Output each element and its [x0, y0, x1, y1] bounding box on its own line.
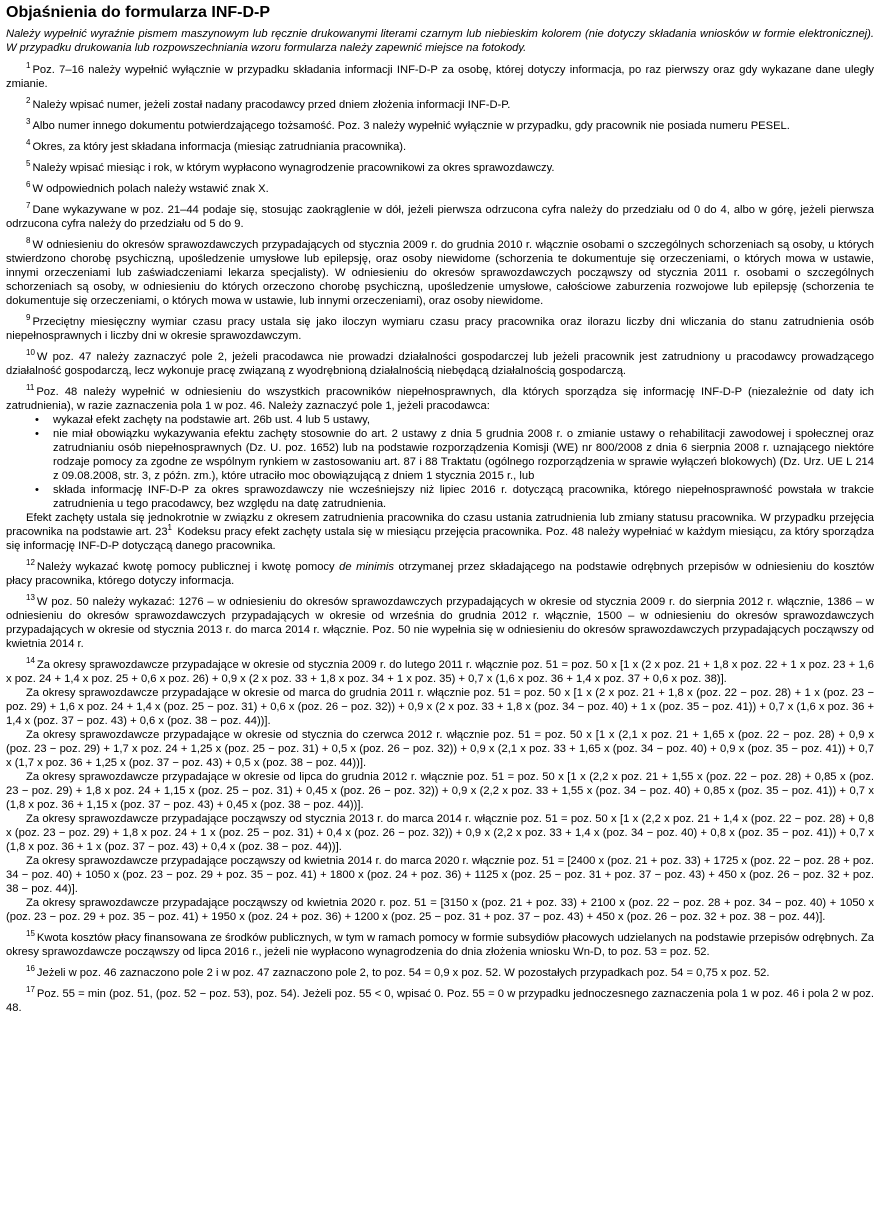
footnote-number: 13	[26, 593, 35, 603]
footnote-text: Poz. 48 należy wypełnić w odniesieniu do wszystkich pracowników niepełnosprawnych, dla których sporządza się informację INF-D-P (niezależnie od daty ich zatrudnienia), w razie zaznaczenia pola 1 w poz. 46. Należy zaznaczyć pole 1, jeżeli pracodawca:	[6, 386, 874, 412]
footnote-text: Przeciętny miesięczny wymiar czasu pracy ustala się jako iloczyn wymiaru czasu pracy pracownika oraz ilorazu liczby dni wliczania do stanu zatrudnienia osób niepełnosprawnych i liczby dni w okresie sprawozdawczym.	[6, 316, 874, 342]
footnote-15	[6, 931, 874, 959]
footnote-text: otrzymanej przez składającego na podstawie odrębnych przepisów w odniesieniu do kosztów płacy pracownika, którego dotyczy informacja.	[6, 561, 874, 587]
footnote-4	[6, 140, 874, 154]
footnote-3	[6, 119, 874, 133]
page-title: Objaśnienia do formularza INF-D-P	[6, 4, 271, 21]
footnote-12	[6, 560, 874, 588]
formula-paragraph: Za okresy sprawozdawcze przypadające w okresie od marca do grudnia 2011 r. włącznie poz. 51 = poz. 50 x [1 x (2 x poz. 21 + 1,8 x (poz. 22 − poz. 28) + 1 x (poz. 23 − poz. 29) + 1,6 x poz. 24 + 1,4 x (poz. 25 − poz. 31) + 0,6 x (poz. 26 − poz. 32)) + 0,9 x (2 x poz. 33 + 1,8 x (poz. 34 − poz. 40) + 1 x (poz. 35 − poz. 41)) + 0,7 x (1,6 x poz. 36 + 1,4 x (poz. 37 − poz. 43) + 0,6 x (poz. 38 − poz. 44))].	[6, 687, 874, 727]
footnote-5	[6, 161, 874, 175]
footnote-number: 12	[26, 558, 35, 568]
footnote-11	[6, 385, 874, 553]
footnote-number: 6	[26, 180, 31, 190]
footnote-text: Okres, za który jest składana informacja (miesiąc zatrudniania pracownika).	[32, 141, 407, 153]
footnote-10	[6, 350, 874, 378]
footnote-number: 8	[26, 236, 31, 246]
formula-paragraph: Za okresy sprawozdawcze przypadające począwszy od kwietnia 2020 r. poz. 51 = [3150 x (poz. 21 + poz. 33) + 2100 x (poz. 22 − poz. 28 + poz. 34 − poz. 40) + 1050 x (poz. 23 − poz. 29 + poz. 35 − poz. 41) + 1950 x (poz. 24 + poz. 36) + 1200 x (poz. 25 − poz. 31 + poz. 37 − poz. 43) + 450 x (poz. 26 − poz. 32 + poz. 38 − poz. 44)].	[6, 897, 874, 923]
article-superscript: 1	[167, 523, 172, 533]
footnote-text: W poz. 50 należy wykazać: 1276 – w odniesieniu do okresów sprawozdawczych przypadających w okresie od stycznia 2009 r. do sierpnia 2012 r. włącznie, 1386 – w odniesieniu do okresów sprawozdawczych przypadających w okresie od września do grudnia 2012 r. włącznie, 1500 – w odniesieniu do okresów sprawozdawczych przypadających w okresie od stycznia 2013 r. do marca 2014 r. włącznie. Poz. 50 nie wypełnia się w odniesieniu do okresów sprawozdawczych przypadających począwszy od kwietnia 2014 r.	[6, 596, 874, 650]
footnote-text: Albo numer innego dokumentu potwierdzającego tożsamość. Poz. 3 należy wypełnić wyłącznie w przypadku, gdy pracownik nie posiada numeru PESEL.	[32, 120, 790, 132]
italic-term: de minimis	[339, 561, 395, 573]
footnote-number: 3	[26, 117, 31, 127]
footnote-text: Dane wykazywane w poz. 21–44 podaje się, stosując zaokrąglenie w dół, jeżeli pierwsza odrzucona cyfra należy do przedziału od 0 do 4, albo w górę, jeżeli pierwsza odrzucona cyfra należy do przedziału od 5 do 9.	[6, 204, 874, 230]
footnote-9	[6, 315, 874, 343]
footnote-number: 10	[26, 348, 35, 358]
footnote-2	[6, 98, 874, 112]
bullet-list	[6, 413, 874, 511]
footnote-13	[6, 595, 874, 651]
footnote-number: 2	[26, 96, 31, 106]
footnote-6	[6, 182, 874, 196]
footnote-text: Należy wpisać numer, jeżeli został nadany pracodawcy przed dniem złożenia informacji INF-D-P.	[32, 99, 511, 111]
footnote-number: 7	[26, 201, 31, 211]
formula-paragraph: Za okresy sprawozdawcze przypadające w okresie od lipca do grudnia 2012 r. włącznie poz. 51 = poz. 50 x [1 x (2,2 x poz. 21 + 1,55 x (poz. 22 − poz. 28) + 0,85 x (poz. 23 − poz. 29) + 1,8 x poz. 24 + 1,15 x (poz. 25 − poz. 31) + 0,45 x (poz. 26 − poz. 32)) + 0,9 x (2,2 x poz. 33 + 1,55 x (poz. 34 − poz. 40) + 0,85 x (poz. 35 − poz. 41)) + 0,7 x (1,8 x poz. 36 + 1,15 x (poz. 37 − poz. 43) + 0,45 x (poz. 38 − poz. 44))].	[6, 771, 874, 811]
footnote-number: 14	[26, 656, 35, 666]
intro-paragraph: Należy wypełnić wyraźnie pismem maszynowym lub ręcznie drukowanymi literami czarnym lub niebieskim kolorem (nie dotyczy składania wniosków w formie elektronicznej). W przypadku drukowania lub rozpowszechniania wzoru formularza należy zapewnić miejsce na fotokody.	[6, 28, 874, 54]
footnote-number: 4	[26, 138, 31, 148]
footnote-number: 15	[26, 929, 35, 939]
footnote-text: W odniesieniu do okresów sprawozdawczych przypadających od stycznia 2009 r. do grudnia 2010 r. włącznie osobami o szczególnych schorzeniach są osoby, u których stwierdzono chorobę psychiczną, upośledzenie umysłowe lub epilepsję, oraz osoby niewidome (schorzenia te dokumentuje się orzeczeniami, o których mowa w ustawie, innymi orzeczeniami lub zaświadczeniami lekarza specjalisty). W odniesieniu do okresów sprawozdawczych począwszy od stycznia 2011 r. osobami o szczególnych schorzeniach są osoby, w odniesieniu do których orzeczono chorobę psychiczną, upośledzenie umysłowe, całościowe zaburzenia rozwojowe lub epilepsję (schorzenia te dokumentuje się orzeczeniami, o których mowa w ustawie, lub innymi orzeczeniami), oraz osoby niewidome.	[6, 239, 874, 307]
footnote-number: 11	[26, 383, 35, 393]
footnote-text: Kwota kosztów płacy finansowana ze środków publicznych, w tym w ramach pomocy w formie subsydiów płacowych udzielanych na podstawie przepisów odrębnych. Za okresy sprawozdawcze począwszy od lipca 2016 r., jeżeli nie wypłacono wynagrodzenia do dnia złożenia wniosku Wn-D, to poz. 53 = poz. 52.	[6, 932, 874, 958]
footnote-7	[6, 203, 874, 231]
footnote-text: Jeżeli w poz. 46 zaznaczono pole 2 i w poz. 47 zaznaczono pole 2, to poz. 54 = 0,9 x poz. 52. W pozostałych przypadkach poz. 54 = 0,75 x poz. 52.	[36, 967, 770, 979]
footnote-1	[6, 63, 874, 91]
footnote-17	[6, 987, 874, 1015]
formula-paragraph: Za okresy sprawozdawcze przypadające począwszy od stycznia 2013 r. do marca 2014 r. włącznie poz. 51 = poz. 50 x [1 x (2,2 x poz. 21 + 1,4 x (poz. 22 − poz. 28) + 0,8 x (poz. 23 − poz. 29) + 1,8 x poz. 24 + 1 x (poz. 25 − poz. 31) + 0,4 x (poz. 26 − poz. 32)) + 0,9 x (2,2 x poz. 33 + 1,4 x (poz. 34 − poz. 40) + 0,8 x (poz. 35 − poz. 41)) + 0,7 x (1,8 x poz. 36 + 1 x (poz. 37 − poz. 43) + 0,4 x (poz. 38 − poz. 44))].	[6, 813, 874, 853]
footnote-text: Należy wykazać kwotę pomocy publicznej i kwotę pomocy	[36, 561, 340, 573]
footnote-text: Należy wpisać miesiąc i rok, w którym wypłacono wynagrodzenie pracownikowi za okres sprawozdawczy.	[32, 162, 555, 174]
footnote-text: W odpowiednich polach należy wstawić znak X.	[32, 183, 269, 195]
footnote-number: 1	[26, 61, 31, 71]
footnote-number: 16	[26, 964, 35, 974]
footnote-text: Efekt zachęty ustala się jednokrotnie w związku z okresem zatrudnienia pracownika do czasu ustania zatrudnienia lub zmiany statusu pracownika. W przypadku przejęcia pracownika na podstawie art. 23	[6, 512, 874, 538]
list-item: • wykazał efekt zachęty na podstawie art. 26b ust. 4 lub 5 ustawy,	[53, 413, 874, 427]
footnote-number: 17	[26, 985, 35, 995]
footnote-8	[6, 238, 874, 308]
footnote-text: Za okresy sprawozdawcze przypadające w okresie od stycznia 2009 r. do lutego 2011 r. włącznie poz. 51 = poz. 50 x [1 x (2 x poz. 21 + 1,8 x poz. 22 + 1 x poz. 23 + 1,6 x poz. 24 + 1,4 x poz. 25 + 0,6 x poz. 26) + 0,9 x (2 x poz. 33 + 1,8 x poz. 34 + 1 x poz. 35) + 0,7 x (1,6 x poz. 36 + 1,4 x poz. 37 + 0,6 x poz. 38)].	[6, 659, 874, 685]
footnote-16	[6, 966, 874, 980]
list-item: • składa informację INF-D-P za okres sprawozdawczy nie wcześniejszy niż lipiec 2016 r. dotyczącą pracownika, którego niepełnosprawność powstała w trakcie zatrudnienia u tego pracodawcy, bez względu na datę zatrudnienia.	[53, 483, 874, 511]
footnote-text: Poz. 7–16 należy wypełnić wyłącznie w przypadku składania informacji INF-D-P za osobę, której dotyczy informacja, po raz pierwszy oraz gdy wykazane dane uległy zmianie.	[6, 64, 874, 90]
footnote-14	[6, 658, 874, 924]
footnote-text: Poz. 55 = min (poz. 51, (poz. 52 − poz. 53), poz. 54). Jeżeli poz. 55 < 0, wpisać 0. Poz. 55 = 0 w przypadku jednoczesnego zaznaczenia pola 1 w poz. 46 i pola 2 w poz. 48.	[6, 988, 874, 1014]
formula-paragraph: Za okresy sprawozdawcze przypadające w okresie od stycznia do czerwca 2012 r. włącznie poz. 51 = poz. 50 x [1 x (2,1 x poz. 21 + 1,65 x (poz. 22 − poz. 28) + 0,9 x (poz. 23 − poz. 29) + 1,7 x poz. 24 + 1,25 x (poz. 25 − poz. 31) + 0,5 x (poz. 26 − poz. 32)) + 0,9 x (2,1 x poz. 33 + 1,65 x (poz. 34 − poz. 40) + 0,9 x (poz. 35 − poz. 41)) + 0,7 x (1,7 x poz. 36 + 1,25 x (poz. 37 − poz. 43) + 0,5 x (poz. 38 − poz. 44))].	[6, 729, 874, 769]
footnote-number: 5	[26, 159, 31, 169]
footnote-text: W poz. 47 należy zaznaczyć pole 2, jeżeli pracodawca nie prowadzi działalności gospodarczej lub jeżeli pracownik jest zatrudniony u pracodawcy prowadzącego działalność gospodarczą, lecz wykonuje pracę związaną z wyodrębnioną działalnością niebędącą działalnością gospodarczą.	[6, 351, 874, 377]
footnote-number: 9	[26, 313, 31, 323]
list-item: • nie miał obowiązku wykazywania efektu zachęty stosownie do art. 2 ustawy z dnia 5 grudnia 2008 r. o zmianie ustawy o rehabilitacji zawodowej i społecznej oraz zatrudnianiu osób niepełnosprawnych (Dz. U. poz. 1652) lub na podstawie rozporządzenia Komisji (WE) nr 800/2008 z dnia 6 sierpnia 2008 r. uznającego niektóre rodzaje pomocy za zgodne ze wspólnym rynkiem w zastosowaniu art. 87 i 88 Traktatu (ogólnego rozporządzenia w sprawie wyłączeń blokowych) (Dz. Urz. UE L 214 z 09.08.2008, str. 3, z późn. zm.), które utraciło moc obowiązującą z dniem 1 stycznia 2015 r., lub	[53, 427, 874, 483]
footnote-text: Kodeksu pracy efekt zachęty ustala się w miesiącu przejęcia pracownika. Poz. 48 należy wypełniać w każdym miesiącu, za który sporządza się informację INF-D-P dotyczącą danego pracownika.	[6, 526, 875, 552]
formula-paragraph: Za okresy sprawozdawcze przypadające począwszy od kwietnia 2014 r. do marca 2020 r. włącznie poz. 51 = [2400 x (poz. 21 + poz. 33) + 1725 x (poz. 22 − poz. 28 + poz. 34 − poz. 40) + 1050 x (poz. 23 − poz. 29 + poz. 35 − poz. 41) + 1800 x (poz. 24 + poz. 36) + 1125 x (poz. 25 − poz. 31 + poz. 37 − poz. 43) + 450 x (poz. 26 − poz. 32 + poz. 38 − poz. 44)].	[6, 855, 874, 895]
